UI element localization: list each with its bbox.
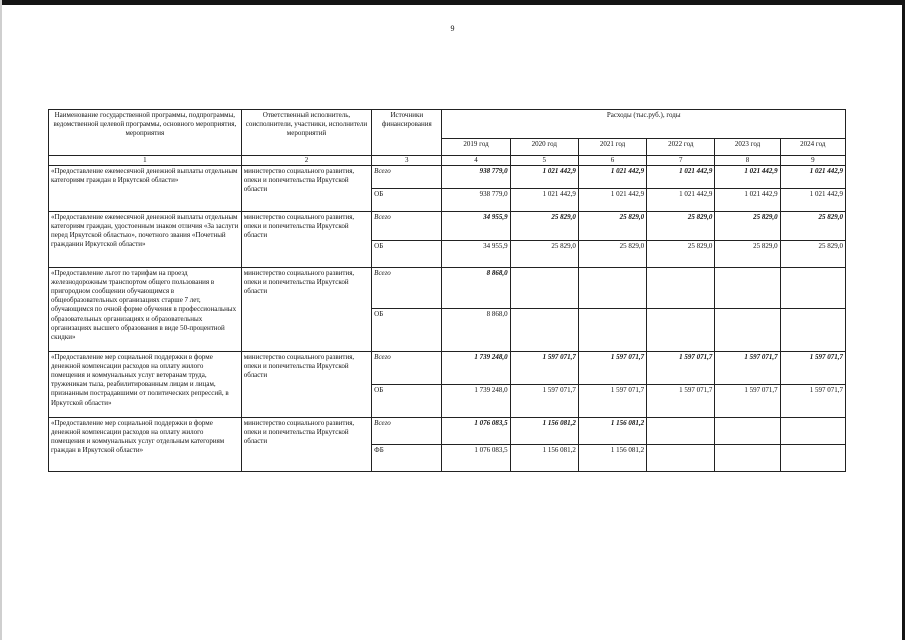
amount-cell [715, 309, 780, 352]
scan-border-top [0, 0, 905, 5]
amount-cell: 1 021 442,9 [780, 189, 845, 212]
column-number: 9 [780, 156, 845, 166]
amount-cell: 938 779,0 [442, 166, 510, 189]
column-number: 5 [510, 156, 578, 166]
amount-cell: 1 597 071,7 [647, 352, 715, 385]
year-header: 2019 год [442, 139, 510, 156]
year-header: 2023 год [715, 139, 780, 156]
amount-cell [715, 418, 780, 445]
amount-cell: 1 597 071,7 [578, 352, 646, 385]
header-source: Источники финансирования [372, 110, 442, 156]
amount-cell [715, 445, 780, 472]
table-row [49, 212, 846, 241]
executor: министерство социального развития, опеки и попечительства Иркутской области [241, 352, 371, 418]
amount-cell: 25 829,0 [510, 241, 578, 268]
funding-source: ФБ [372, 445, 442, 472]
amount-cell: 1 739 248,0 [442, 352, 510, 385]
amount-cell [647, 418, 715, 445]
executor: министерство социального развития, опеки и попечительства Иркутской области [241, 268, 371, 352]
amount-cell [780, 309, 845, 352]
column-number: 6 [578, 156, 646, 166]
year-header: 2022 год [647, 139, 715, 156]
executor: министерство социального развития, опеки и попечительства Иркутской области [241, 166, 371, 212]
measure-name: «Предоставление льгот по тарифам на проезд железнодорожным транспортом общего пользования в пригородном сообщении обучающимся в общеобразовательных организациях старше 7 лет, обучающимся по очной форме обучения в профессиональных образовательных организациях и образовательных организациях высшего образования в виде 50-процентной скидки» [49, 268, 242, 352]
funding-source: Всего [372, 212, 442, 241]
amount-cell: 1 597 071,7 [715, 352, 780, 385]
amount-cell: 1 021 442,9 [510, 166, 578, 189]
header-expenses: Расходы (тыс.руб.), годы [442, 110, 846, 139]
scan-border-left [0, 0, 2, 640]
table-row [49, 418, 846, 445]
column-number: 3 [372, 156, 442, 166]
amount-cell [780, 445, 845, 472]
year-header: 2021 год [578, 139, 646, 156]
amount-cell: 1 021 442,9 [715, 189, 780, 212]
funding-source: ОБ [372, 385, 442, 418]
amount-cell: 1 597 071,7 [510, 352, 578, 385]
table-row [49, 268, 846, 309]
amount-cell [578, 268, 646, 309]
amount-cell: 1 156 081,2 [578, 418, 646, 445]
amount-cell: 25 829,0 [715, 212, 780, 241]
amount-cell: 1 021 442,9 [578, 189, 646, 212]
amount-cell [780, 268, 845, 309]
amount-cell: 1 597 071,7 [647, 385, 715, 418]
amount-cell [578, 309, 646, 352]
funding-source: Всего [372, 352, 442, 385]
amount-cell: 1 597 071,7 [780, 352, 845, 385]
amount-cell: 1 021 442,9 [647, 189, 715, 212]
amount-cell [780, 418, 845, 445]
amount-cell: 25 829,0 [715, 241, 780, 268]
year-header: 2024 год [780, 139, 845, 156]
measure-name: «Предоставление мер социальной поддержки в форме денежной компенсации расходов на оплату жилого помещения и коммунальных услуг ветеранам труда, труженикам тыла, реабилитированным лицам и лицам, признанным пострадавшими от политических репрессий, в Иркутской области» [49, 352, 242, 418]
amount-cell: 1 739 248,0 [442, 385, 510, 418]
amount-cell: 1 076 083,5 [442, 445, 510, 472]
header-executor: Ответственный исполнитель, соисполнители, участники, исполнители мероприятий [241, 110, 371, 156]
table-row [49, 352, 846, 385]
page-number: 9 [450, 24, 455, 33]
amount-cell: 1 156 081,2 [578, 445, 646, 472]
amount-cell: 34 955,9 [442, 212, 510, 241]
amount-cell: 1 597 071,7 [715, 385, 780, 418]
amount-cell: 25 829,0 [510, 212, 578, 241]
header-name: Наименование государственной программы, подпрограммы, ведомственной целевой программы, основного мероприятия, мероприятия [49, 110, 242, 156]
amount-cell [647, 309, 715, 352]
amount-cell: 1 021 442,9 [780, 166, 845, 189]
funding-source: ОБ [372, 309, 442, 352]
column-number-row [49, 156, 846, 166]
amount-cell [647, 268, 715, 309]
amount-cell [510, 268, 578, 309]
amount-cell: 1 156 081,2 [510, 418, 578, 445]
funding-source: ОБ [372, 241, 442, 268]
executor: министерство социального развития, опеки и попечительства Иркутской области [241, 212, 371, 268]
funding-source: ОБ [372, 189, 442, 212]
amount-cell: 1 597 071,7 [780, 385, 845, 418]
amount-cell: 938 779,0 [442, 189, 510, 212]
column-number: 4 [442, 156, 510, 166]
executor: министерство социального развития, опеки и попечительства Иркутской области [241, 418, 371, 472]
table-row [49, 166, 846, 189]
amount-cell: 25 829,0 [780, 241, 845, 268]
funding-source: Всего [372, 166, 442, 189]
amount-cell: 1 156 081,2 [510, 445, 578, 472]
header-row [49, 110, 846, 139]
amount-cell: 25 829,0 [578, 241, 646, 268]
amount-cell: 1 021 442,9 [715, 166, 780, 189]
amount-cell [647, 445, 715, 472]
measure-name: «Предоставление ежемесячной денежной выплаты отдельным категориям граждан в Иркутской области» [49, 166, 242, 212]
amount-cell: 1 021 442,9 [647, 166, 715, 189]
column-number: 2 [241, 156, 371, 166]
amount-cell: 1 021 442,9 [578, 166, 646, 189]
amount-cell: 25 829,0 [647, 212, 715, 241]
amount-cell: 34 955,9 [442, 241, 510, 268]
column-number: 1 [49, 156, 242, 166]
funding-source: Всего [372, 418, 442, 445]
amount-cell [510, 309, 578, 352]
amount-cell: 1 597 071,7 [578, 385, 646, 418]
amount-cell: 25 829,0 [578, 212, 646, 241]
amount-cell: 1 021 442,9 [510, 189, 578, 212]
column-number: 7 [647, 156, 715, 166]
amount-cell [715, 268, 780, 309]
amount-cell: 1 076 083,5 [442, 418, 510, 445]
budget-table [48, 109, 846, 472]
amount-cell: 25 829,0 [780, 212, 845, 241]
measure-name: «Предоставление ежемесячной денежной выплаты отдельным категориям граждан, удостоенным знаком отличия «За заслуги перед Иркутской областью», почетного звания «Почетный гражданин Иркутской области» [49, 212, 242, 268]
year-header: 2020 год [510, 139, 578, 156]
funding-source: Всего [372, 268, 442, 309]
amount-cell: 1 597 071,7 [510, 385, 578, 418]
amount-cell: 25 829,0 [647, 241, 715, 268]
column-number: 8 [715, 156, 780, 166]
amount-cell: 8 868,0 [442, 268, 510, 309]
measure-name: «Предоставление мер социальной поддержки в форме денежной компенсации расходов на оплату жилого помещения и коммунальных услуг отдельным категориям граждан в Иркутской области» [49, 418, 242, 472]
amount-cell: 8 868,0 [442, 309, 510, 352]
